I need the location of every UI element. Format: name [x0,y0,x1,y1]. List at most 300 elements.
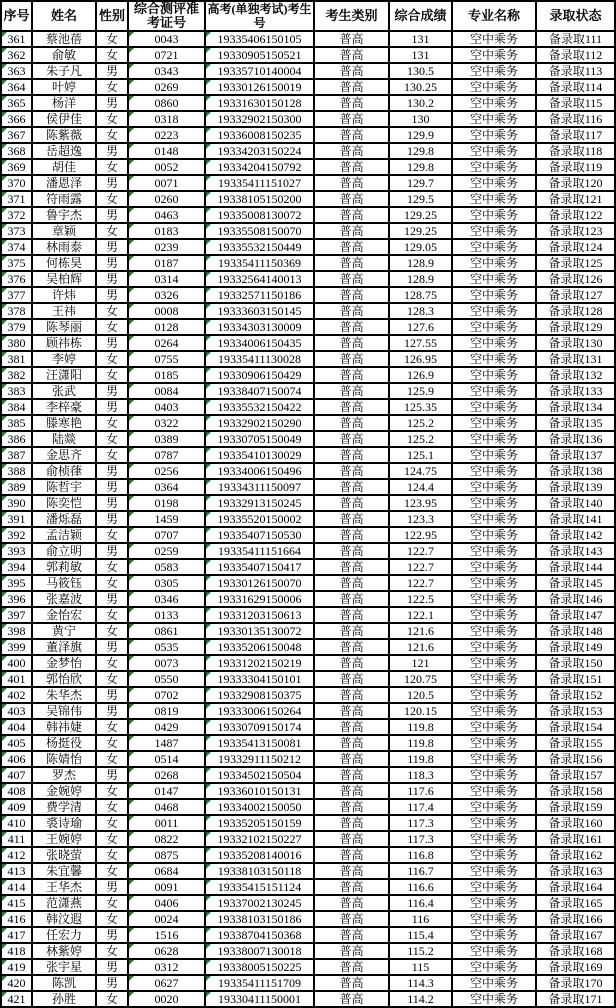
cell-serial [2,720,33,736]
cell-candidate_no [206,176,315,192]
cell-value: 19338407150074 [217,383,302,398]
text-format-indicator-icon [206,224,211,229]
cell-score [390,336,453,352]
cell-score [390,704,453,720]
cell-candidate_no [206,656,315,672]
cell-value: 19335411151709 [217,975,302,990]
cell-value: 0429 [154,719,179,734]
cell-value: 空中乘务 [469,223,518,238]
cell-major [453,256,537,272]
cell-value: 备录取142 [548,527,603,542]
cell-value: 117.3 [407,831,434,846]
text-format-indicator-icon [206,432,211,437]
cell-serial [2,656,33,672]
cell-exam_id [129,704,206,720]
table-row [2,416,614,432]
cell-value: 0389 [154,431,179,446]
text-format-indicator-icon [2,704,7,709]
cell-value: 384 [7,399,26,414]
text-format-indicator-icon [206,528,211,533]
cell-value: 何栋昊 [45,255,82,270]
table-row [2,768,614,784]
table-row [2,496,614,512]
cell-value: 空中乘务 [469,847,518,862]
cell-value: 普高 [339,703,364,718]
cell-value: 备录取115 [548,95,603,110]
cell-exam_id [129,848,206,864]
cell-value: 0343 [154,63,179,78]
cell-name [33,544,97,560]
text-format-indicator-icon [129,512,134,517]
cell-name [33,752,97,768]
cell-major [453,992,537,1008]
text-format-indicator-icon [2,352,7,357]
cell-candidate_no [206,448,315,464]
text-format-indicator-icon [129,416,134,421]
text-format-indicator-icon [206,672,211,677]
table-row [2,384,614,400]
cell-value: 李梓豪 [45,399,82,414]
cell-name [33,832,97,848]
text-format-indicator-icon [129,864,134,869]
text-format-indicator-icon [129,832,134,837]
text-format-indicator-icon [206,32,211,37]
cell-status [537,528,614,544]
text-format-indicator-icon [206,816,211,821]
table-row [2,480,614,496]
cell-serial [2,112,33,128]
text-format-indicator-icon [2,880,7,885]
cell-status [537,496,614,512]
table-row [2,672,614,688]
cell-status [537,544,614,560]
cell-value: 普高 [339,127,364,142]
cell-candidate_no [206,592,315,608]
cell-category [315,528,390,544]
cell-value: 393 [7,543,26,558]
cell-gender [97,256,129,272]
cell-value: 115.4 [407,927,434,942]
cell-gender [97,992,129,1008]
cell-value: 女 [105,783,118,798]
cell-value: 0268 [154,767,179,782]
cell-score [390,384,453,400]
cell-category [315,240,390,256]
cell-name [33,848,97,864]
cell-value: 19334204150792 [217,159,302,174]
cell-value: 120.5 [407,687,434,702]
cell-serial [2,448,33,464]
cell-value: 鲁宇杰 [45,207,82,222]
cell-value: 岳超逸 [45,143,82,158]
cell-value: 19330906150429 [217,367,302,382]
table-row [2,320,614,336]
cell-major [453,176,537,192]
cell-status [537,96,614,112]
cell-gender [97,816,129,832]
table-row [2,736,614,752]
cell-value: 19335411151664 [217,543,302,558]
cell-major [453,640,537,656]
cell-status [537,176,614,192]
cell-value: 男 [105,703,118,718]
cell-candidate_no [206,320,315,336]
cell-value: 379 [7,319,26,334]
cell-name [33,992,97,1008]
cell-value: 0071 [154,175,179,190]
cell-gender [97,528,129,544]
cell-value: 0755 [154,351,179,366]
cell-category [315,640,390,656]
text-format-indicator-icon [129,272,134,277]
cell-status [537,48,614,64]
cell-candidate_no [206,704,315,720]
cell-value: 女 [105,991,118,1006]
text-format-indicator-icon [206,560,211,565]
cell-value: 陈婧怡 [45,751,82,766]
cell-status [537,720,614,736]
cell-value: 普高 [339,751,364,766]
cell-score [390,560,453,576]
cell-serial [2,896,33,912]
table-row [2,160,614,176]
cell-value: 普高 [339,223,364,238]
cell-score [390,800,453,816]
cell-value: 林雨泰 [45,239,82,254]
cell-gender [97,640,129,656]
cell-value: 备录取156 [548,751,603,766]
cell-value: 418 [7,943,26,958]
cell-value: 备录取143 [548,543,603,558]
cell-value: 空中乘务 [469,591,518,606]
cell-value: 19335406150105 [217,31,302,46]
cell-value: 空中乘务 [469,335,518,350]
cell-value: 空中乘务 [469,159,518,174]
text-format-indicator-icon [2,480,7,485]
cell-value: 范潇燕 [45,895,82,910]
text-format-indicator-icon [206,128,211,133]
cell-value: 女 [105,447,118,462]
cell-value: 19334203150224 [217,143,302,158]
cell-category [315,416,390,432]
cell-value: 382 [7,367,26,382]
cell-major [453,864,537,880]
cell-status [537,368,614,384]
cell-value: 备录取146 [548,591,603,606]
cell-value: 普高 [339,799,364,814]
cell-candidate_no [206,624,315,640]
cell-value: 124.75 [404,463,437,478]
cell-status [537,656,614,672]
cell-major [453,400,537,416]
cell-value: 19333603150145 [217,303,302,318]
cell-value: 390 [7,495,26,510]
cell-serial [2,560,33,576]
cell-value: 备录取134 [548,399,603,414]
cell-value: 陈凯 [51,975,76,990]
cell-value: 韩祎婕 [45,719,82,734]
cell-major [453,480,537,496]
header-status: 录取状态 [537,2,614,32]
text-format-indicator-icon [129,688,134,693]
cell-value: 备录取158 [548,783,603,798]
cell-value: 男 [105,927,118,942]
cell-value: 叶婷 [51,79,76,94]
cell-value: 女 [105,559,118,574]
cell-value: 许炜 [51,287,76,302]
table-row [2,64,614,80]
cell-value: 19332902150300 [217,111,302,126]
table-row [2,848,614,864]
cell-candidate_no [206,64,315,80]
table-row [2,928,614,944]
cell-value: 19335532150422 [217,399,302,414]
cell-value: 0008 [154,303,179,318]
table-row [2,832,614,848]
cell-value: 普高 [339,511,364,526]
cell-value: 普高 [339,991,364,1006]
cell-value: 0819 [154,703,179,718]
cell-name [33,736,97,752]
cell-value: 19332564140013 [217,271,302,286]
cell-name [33,288,97,304]
cell-value: 陈哲宇 [45,479,82,494]
cell-major [453,416,537,432]
cell-exam_id [129,272,206,288]
text-format-indicator-icon [129,368,134,373]
text-format-indicator-icon [206,656,211,661]
text-format-indicator-icon [206,464,211,469]
cell-serial [2,800,33,816]
cell-candidate_no [206,672,315,688]
cell-gender [97,688,129,704]
text-format-indicator-icon [206,400,211,405]
cell-candidate_no [206,848,315,864]
cell-value: 女 [105,527,118,542]
cell-category [315,112,390,128]
cell-value: 吴柏辉 [45,271,82,286]
text-format-indicator-icon [206,608,211,613]
cell-value: 0875 [154,847,179,862]
cell-value: 空中乘务 [469,911,518,926]
cell-gender [97,832,129,848]
cell-name [33,688,97,704]
text-format-indicator-icon [2,560,7,565]
cell-category [315,880,390,896]
cell-value: 19332571150186 [217,287,302,302]
cell-value: 122.7 [407,543,434,558]
cell-score [390,144,453,160]
cell-value: 备录取130 [548,335,603,350]
cell-value: 备录取127 [548,287,603,302]
cell-status [537,688,614,704]
cell-value: 122.7 [407,559,434,574]
cell-name [33,112,97,128]
cell-name [33,880,97,896]
cell-category [315,288,390,304]
cell-status [537,800,614,816]
cell-value: 空中乘务 [469,687,518,702]
cell-category [315,96,390,112]
cell-value: 女 [105,655,118,670]
cell-value: 潘恩泽 [45,175,82,190]
cell-candidate_no [206,768,315,784]
text-format-indicator-icon [206,688,211,693]
cell-name [33,944,97,960]
cell-major [453,32,537,48]
text-format-indicator-icon [206,448,211,453]
cell-category [315,304,390,320]
cell-name [33,432,97,448]
cell-value: 19335520150002 [217,511,302,526]
cell-value: 377 [7,287,26,302]
cell-category [315,992,390,1008]
cell-value: 普高 [339,63,364,78]
cell-major [453,912,537,928]
cell-status [537,928,614,944]
cell-candidate_no [206,368,315,384]
cell-serial [2,784,33,800]
cell-status [537,816,614,832]
cell-candidate_no [206,112,315,128]
cell-exam_id [129,528,206,544]
text-format-indicator-icon [129,352,134,357]
cell-value: 374 [7,239,26,254]
cell-score [390,416,453,432]
cell-status [537,864,614,880]
cell-value: 0627 [154,975,179,990]
cell-candidate_no [206,784,315,800]
cell-value: 备录取147 [548,607,603,622]
cell-status [537,624,614,640]
cell-gender [97,768,129,784]
cell-exam_id [129,544,206,560]
cell-status [537,944,614,960]
cell-score [390,880,453,896]
cell-serial [2,832,33,848]
table-row [2,400,614,416]
cell-value: 备录取136 [548,431,603,446]
cell-gender [97,704,129,720]
cell-value: 371 [7,191,26,206]
cell-gender [97,240,129,256]
cell-value: 空中乘务 [469,303,518,318]
cell-name [33,784,97,800]
cell-value: 普高 [339,399,364,414]
cell-name [33,192,97,208]
text-format-indicator-icon [129,144,134,149]
cell-value: 汪潇阳 [45,367,82,382]
cell-candidate_no [206,96,315,112]
cell-value: 19330905150521 [217,47,302,62]
cell-score [390,368,453,384]
cell-candidate_no [206,128,315,144]
cell-score [390,896,453,912]
cell-value: 369 [7,159,26,174]
cell-value: 陆燚 [51,431,76,446]
cell-value: 118.3 [407,767,434,782]
cell-value: 备录取144 [548,559,603,574]
cell-value: 陈琴丽 [45,319,82,334]
cell-value: 410 [7,815,26,830]
cell-value: 普高 [339,959,364,974]
cell-candidate_no [206,304,315,320]
cell-name [33,896,97,912]
cell-value: 备录取153 [548,703,603,718]
text-format-indicator-icon [129,800,134,805]
cell-value: 空中乘务 [469,527,518,542]
cell-value: 女 [105,831,118,846]
cell-value: 备录取116 [548,111,603,126]
cell-gender [97,192,129,208]
cell-major [453,112,537,128]
cell-value: 0185 [154,367,179,382]
cell-value: 备录取113 [548,63,603,78]
cell-value: 124.4 [407,479,434,494]
cell-value: 俞敏 [51,47,76,62]
cell-value: 朱华杰 [45,687,82,702]
table-row [2,912,614,928]
cell-serial [2,912,33,928]
cell-status [537,384,614,400]
cell-value: 普高 [339,143,364,158]
table-row [2,176,614,192]
cell-gender [97,736,129,752]
cell-category [315,352,390,368]
cell-value: 19332102150227 [217,831,302,846]
cell-major [453,160,537,176]
cell-major [453,48,537,64]
cell-gender [97,720,129,736]
cell-major [453,528,537,544]
cell-value: 0133 [154,607,179,622]
cell-exam_id [129,48,206,64]
cell-category [315,32,390,48]
cell-serial [2,144,33,160]
cell-exam_id [129,896,206,912]
cell-value: 备录取157 [548,767,603,782]
text-format-indicator-icon [206,624,211,629]
cell-value: 女 [105,191,118,206]
cell-category [315,576,390,592]
text-format-indicator-icon [206,480,211,485]
cell-gender [97,320,129,336]
table-row [2,240,614,256]
cell-score [390,160,453,176]
cell-value: 394 [7,559,26,574]
table-row [2,224,614,240]
table-row [2,960,614,976]
text-format-indicator-icon [206,288,211,293]
cell-value: 0514 [154,751,179,766]
text-format-indicator-icon [2,992,7,997]
text-format-indicator-icon [129,224,134,229]
cell-value: 女 [105,303,118,318]
table-row [2,896,614,912]
cell-score [390,224,453,240]
cell-exam_id [129,144,206,160]
cell-score [390,112,453,128]
cell-serial [2,960,33,976]
text-format-indicator-icon [2,80,7,85]
table-row [2,32,614,48]
cell-value: 385 [7,415,26,430]
cell-value: 空中乘务 [469,863,518,878]
cell-exam_id [129,832,206,848]
cell-gender [97,464,129,480]
cell-value: 19332911150212 [217,751,302,766]
cell-score [390,352,453,368]
